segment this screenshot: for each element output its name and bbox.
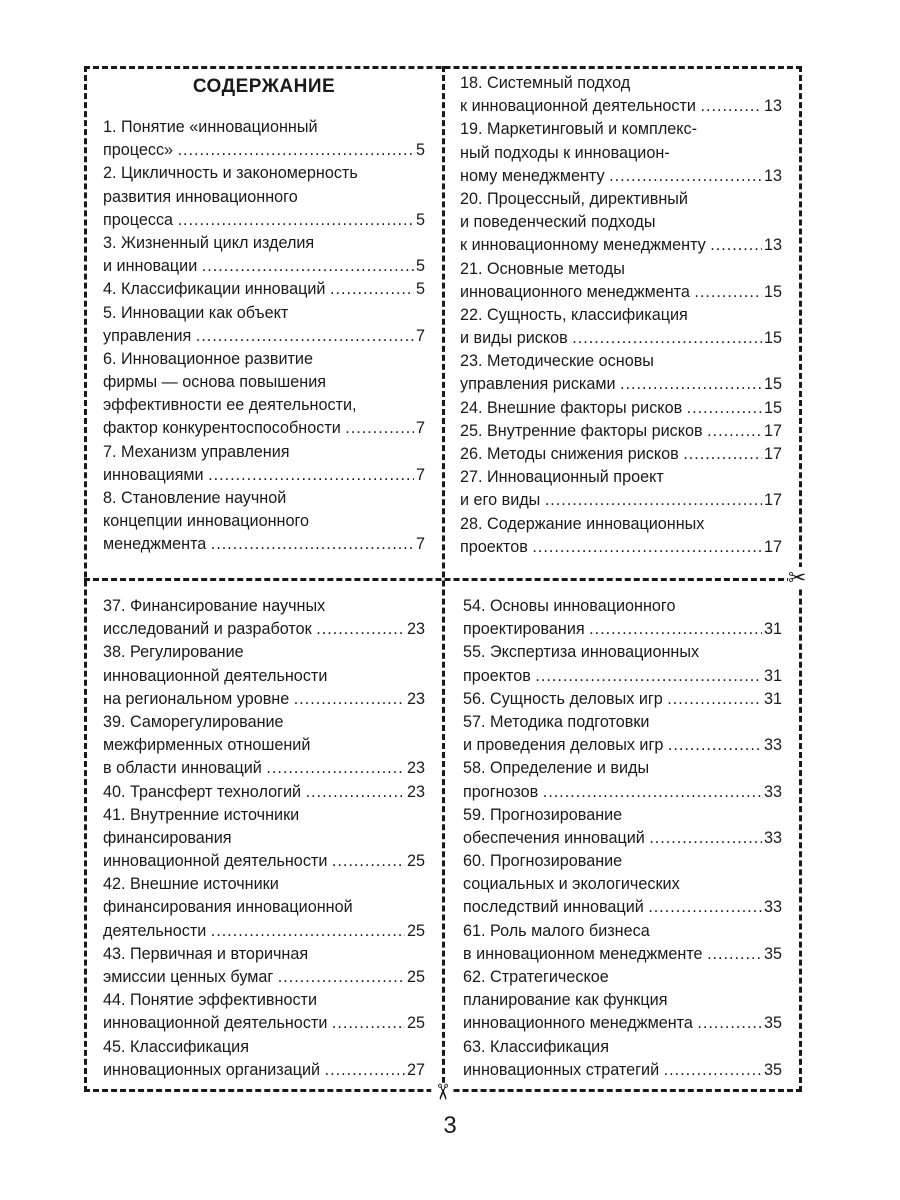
toc-page-number: 31: [763, 620, 782, 639]
toc-entry-text: 4. Классификации инноваций: [103, 280, 330, 299]
toc-entry-text: 38. Регулирование: [103, 643, 244, 662]
toc-entry-text: проектирования: [463, 620, 590, 639]
toc-entry-text: 42. Внешние источники: [103, 875, 279, 894]
toc-entry-text: 61. Роль малого бизнеса: [463, 921, 650, 940]
toc-entry-text: развития инновационного: [103, 187, 298, 206]
toc-entry-text: ный подходы к инновацион-: [460, 143, 670, 162]
dot-leader: [543, 781, 762, 804]
dot-leader: [609, 165, 762, 188]
dot-leader: [700, 95, 762, 118]
toc-entry-text: 26. Методы снижения рисков: [460, 445, 684, 463]
toc-page-number: 5: [415, 280, 425, 299]
toc-page-number: 25: [406, 921, 425, 940]
toc-entry-line-with-page: [103, 757, 425, 780]
toc-entry-text: проектов: [463, 666, 536, 685]
toc-entry-line-with-page: [103, 417, 425, 440]
dot-leader: [710, 234, 762, 257]
toc-entry-line-with-page: [460, 489, 782, 512]
toc-page-number: 7: [415, 535, 425, 554]
toc-entry-line-with-page: [463, 734, 782, 757]
toc-entry-line-with-page: [463, 896, 782, 919]
toc-entry-line: [103, 734, 425, 757]
toc-page-number: 33: [763, 782, 782, 801]
toc-entry-line-with-page: [463, 618, 782, 641]
toc-entry-line: [463, 989, 782, 1012]
dot-leader: [707, 420, 762, 443]
toc-entry-text: эффективности ее деятельности,: [103, 396, 357, 415]
toc-entry-line: [460, 466, 782, 489]
toc-page-number: 13: [763, 166, 782, 185]
dot-leader: [668, 734, 762, 757]
dot-leader: [532, 536, 762, 559]
toc-page-number: 31: [763, 689, 782, 708]
toc-entry-text: деятельности: [103, 921, 211, 940]
toc-entry-line: [103, 943, 425, 966]
toc-entry-text: ному менеджменту: [460, 166, 610, 185]
dot-leader: [664, 1059, 762, 1082]
dot-leader: [697, 1012, 762, 1035]
dot-leader: [325, 1059, 405, 1082]
toc-column-top-right: [460, 72, 782, 559]
toc-entry-text: планирование как функция: [463, 991, 668, 1010]
toc-entry-text: 23. Методические основы: [460, 352, 654, 371]
toc-entry-line-with-page: [103, 209, 425, 232]
toc-column-top-left: [103, 72, 425, 557]
dot-leader: [178, 209, 414, 232]
toc-page-number: 17: [763, 421, 782, 440]
toc-entry-line-with-page: [103, 1012, 425, 1035]
scissors-icon: ✂: [788, 565, 807, 590]
toc-entry-text: 44. Понятие эффективности: [103, 991, 318, 1010]
toc-entry-text: обеспечения инноваций: [463, 828, 650, 847]
toc-entry-line: [103, 371, 425, 394]
toc-entry-line: [463, 595, 782, 618]
toc-page-number: 15: [763, 329, 782, 348]
toc-entry-line: [463, 1036, 782, 1059]
toc-entry-line: [103, 302, 425, 325]
toc-entry-text: 56. Сущность деловых игр: [463, 689, 668, 708]
toc-entry-text: 57. Методика подготовки: [463, 712, 650, 731]
toc-entry-text: 55. Экспертиза инновационных: [463, 643, 700, 662]
page-title: СОДЕРЖАНИЕ: [192, 76, 336, 97]
toc-entry-text: к инновационной деятельности: [460, 97, 701, 116]
toc-entry-text: финансирования: [103, 828, 232, 847]
toc-entry-line-with-page: [103, 920, 425, 943]
toc-page-number: 33: [763, 736, 782, 755]
dot-leader: [345, 417, 414, 440]
toc-page-number: 13: [763, 97, 782, 116]
toc-entry-text: 6. Инновационное развитие: [103, 349, 313, 368]
toc-entry-line-with-page: [460, 165, 782, 188]
toc-entry-text: на региональном уровне: [103, 689, 294, 708]
toc-page-number: 7: [415, 326, 425, 345]
dot-leader: [294, 688, 405, 711]
toc-entry-line-with-page: [103, 850, 425, 873]
dot-leader: [648, 896, 762, 919]
toc-entry-line: [103, 510, 425, 533]
toc-entry-line-with-page: [460, 420, 782, 443]
toc-entry-line: [463, 920, 782, 943]
toc-entry-text: 41. Внутренние источники: [103, 805, 300, 824]
toc-entry-text: фирмы — основа повышения: [103, 373, 327, 392]
toc-entry-text: процесс»: [103, 141, 178, 160]
toc-page-number: 5: [415, 257, 425, 276]
toc-entry-line: [463, 757, 782, 780]
toc-entry-text: 8. Становление научной: [103, 489, 287, 507]
dot-leader: [332, 1012, 405, 1035]
toc-entry-text: 63. Классификация: [463, 1037, 609, 1056]
toc-page-number: 31: [763, 666, 782, 685]
toc-entry-line-with-page: [460, 443, 782, 466]
toc-entry-text: 24. Внешние факторы рисков: [460, 398, 687, 417]
toc-entry-line: [103, 804, 425, 827]
toc-entry-line: [463, 711, 782, 734]
toc-entry-text: 21. Основные методы: [460, 259, 625, 278]
toc-entry-text: 54. Основы инновационного: [463, 597, 676, 615]
toc-page-number: 35: [763, 1014, 782, 1033]
toc-entry-text: 39. Саморегулирование: [103, 712, 284, 731]
dot-leader: [683, 443, 762, 466]
toc-entry-line-with-page: [463, 781, 782, 804]
toc-page-number: 23: [406, 620, 425, 639]
toc-entry-line: [103, 595, 425, 618]
toc-entry-line-with-page: [463, 827, 782, 850]
toc-entry-line-with-page: [103, 278, 425, 301]
toc-entry-text: 20. Процессный, директивный: [460, 189, 688, 208]
toc-page-number: 15: [763, 398, 782, 417]
toc-entry-text: 27. Инновационный проект: [460, 468, 664, 487]
toc-entry-text: инновационной деятельности: [103, 1014, 332, 1033]
toc-entry-text: социальных и экологических: [463, 875, 680, 894]
toc-entry-text: 22. Сущность, классификация: [460, 305, 688, 324]
dot-leader: [266, 757, 405, 780]
toc-entry-line: [463, 850, 782, 873]
toc-page-number: 23: [406, 759, 425, 778]
toc-entry-text: процесса: [103, 210, 178, 229]
toc-entry-text: прогнозов: [463, 782, 543, 801]
toc-page-number: 17: [763, 491, 782, 510]
toc-entry-line-with-page: [460, 397, 782, 420]
toc-entry-line-with-page: [460, 536, 782, 559]
toc-entry-line: [460, 118, 782, 141]
toc-entry-line-with-page: [463, 665, 782, 688]
toc-entry-line-with-page: [463, 1059, 782, 1082]
toc-entry-text: инновационного менеджмента: [460, 282, 695, 301]
toc-entry-line: [460, 142, 782, 165]
horizontal-cut-line: [84, 578, 802, 581]
toc-entry-line: [103, 665, 425, 688]
toc-entry-text: 1. Понятие «инновационный: [103, 118, 318, 136]
toc-entry-text: управления рисками: [460, 375, 621, 394]
toc-entry-line-with-page: [460, 234, 782, 257]
dot-leader: [208, 464, 414, 487]
toc-entry-line: [460, 72, 782, 95]
toc-entry-line-with-page: [460, 327, 782, 350]
toc-entry-line: [103, 711, 425, 734]
toc-page-number: 35: [763, 944, 782, 963]
toc-entry-text: 59. Прогнозирование: [463, 805, 623, 824]
toc-page-number: 17: [763, 537, 782, 556]
toc-page-number: 15: [763, 282, 782, 301]
toc-entry-text: 40. Трансферт технологий: [103, 782, 306, 801]
toc-entry-text: 7. Механизм управления: [103, 442, 290, 461]
toc-entry-line-with-page: [103, 325, 425, 348]
toc-entry-line-with-page: [463, 688, 782, 711]
toc-entry-text: 37. Финансирование научных: [103, 597, 326, 615]
dot-leader: [196, 325, 414, 348]
toc-entry-line-with-page: [460, 95, 782, 118]
toc-entry-text: и проведения деловых игр: [463, 736, 668, 755]
toc-entry-line: [103, 232, 425, 255]
toc-entry-line-with-page: [103, 966, 425, 989]
toc-entry-text: 5. Инновации как объект: [103, 303, 289, 322]
dot-leader: [178, 139, 414, 162]
dot-leader: [694, 281, 762, 304]
toc-entry-text: эмиссии ценных бумаг: [103, 968, 278, 986]
dot-leader: [535, 665, 762, 688]
toc-entry-line-with-page: [103, 1059, 425, 1082]
toc-entry-line-with-page: [460, 373, 782, 396]
toc-entry-line: [103, 116, 425, 139]
dot-leader: [667, 688, 762, 711]
toc-entry-text: инновационного менеджмента: [463, 1014, 698, 1033]
toc-entry-text: фактор конкурентоспособности: [103, 419, 346, 438]
toc-entry-text: 45. Классификация: [103, 1037, 249, 1056]
toc-entry-text: последствий инноваций: [463, 898, 649, 917]
toc-entry-text: проектов: [460, 537, 533, 556]
toc-entry-text: инновационных организаций: [103, 1060, 325, 1079]
toc-entry-line: [103, 827, 425, 850]
toc-entry-line: [463, 966, 782, 989]
toc-entry-text: управления: [103, 326, 196, 345]
toc-page-number: 35: [763, 1060, 782, 1079]
toc-entry-text: инновациями: [103, 465, 209, 484]
toc-page-number: 33: [763, 898, 782, 917]
toc-entry-text: 60. Прогнозирование: [463, 852, 623, 871]
toc-entry-text: к инновационному менеджменту: [460, 236, 711, 255]
toc-entry-line: [103, 641, 425, 664]
toc-page-number: 33: [763, 828, 782, 847]
toc-column-bottom-right: [463, 595, 782, 1082]
toc-entry-line: [460, 350, 782, 373]
dot-leader: [330, 278, 414, 301]
toc-column-bottom-left: [103, 595, 425, 1082]
dot-leader: [278, 966, 405, 989]
dot-leader: [687, 397, 762, 420]
toc-entry-text: 19. Маркетинговый и комплекс-: [460, 120, 698, 139]
toc-entry-text: инновационной деятельности: [103, 852, 332, 871]
toc-entry-text: 28. Содержание инновационных: [460, 514, 705, 533]
toc-entry-line-with-page: [103, 255, 425, 278]
toc-entry-line: [103, 487, 425, 510]
toc-page-number: 5: [415, 210, 425, 229]
toc-entry-text: и виды рисков: [460, 329, 573, 348]
toc-entry-text: финансирования инновационной: [103, 898, 353, 917]
dot-leader: [306, 781, 405, 804]
toc-entry-text: в области инноваций: [103, 759, 267, 778]
dot-leader: [211, 533, 414, 556]
toc-entry-line-with-page: [103, 618, 425, 641]
toc-entry-text: инновационной деятельности: [103, 666, 328, 685]
toc-entry-text: менеджмента: [103, 535, 211, 554]
dot-leader: [572, 327, 762, 350]
dot-leader: [202, 255, 414, 278]
toc-entry-line: [460, 188, 782, 211]
dot-leader: [589, 618, 762, 641]
toc-entry-line: [103, 186, 425, 209]
dot-leader: [649, 827, 762, 850]
toc-entry-line: [103, 873, 425, 896]
toc-entry-line: [103, 989, 425, 1012]
toc-entry-text: исследований и разработок: [103, 620, 317, 639]
toc-entry-text: 18. Системный подход: [460, 74, 631, 92]
toc-entry-text: и инновации: [103, 257, 202, 276]
toc-page-number: 25: [406, 1014, 425, 1033]
toc-page-number: 25: [406, 852, 425, 871]
dot-leader: [316, 618, 405, 641]
toc-entry-line: [103, 896, 425, 919]
toc-entry-text: межфирменных отношений: [103, 736, 311, 755]
page-number: 3: [443, 1112, 457, 1139]
scissors-icon: ✂: [430, 1082, 456, 1102]
toc-entry-line: [460, 211, 782, 234]
toc-entry-line-with-page: [103, 781, 425, 804]
toc-entry-line-with-page: [103, 139, 425, 162]
toc-entry-text: в инновационном менеджменте: [463, 944, 708, 963]
toc-entry-line: [463, 804, 782, 827]
toc-entry-line-with-page: [103, 464, 425, 487]
toc-entry-line: [460, 304, 782, 327]
toc-entry-text: и поведенческий подходы: [460, 213, 656, 232]
toc-entry-line-with-page: [103, 533, 425, 556]
toc-entry-line: [103, 162, 425, 185]
toc-entry-line: [460, 513, 782, 536]
toc-entry-text: 58. Определение и виды: [463, 759, 650, 778]
toc-page-number: 15: [763, 375, 782, 394]
toc-entry-line: [463, 873, 782, 896]
toc-page-number: 23: [406, 782, 425, 801]
toc-page-number: 5: [415, 141, 425, 160]
dot-leader: [332, 850, 405, 873]
toc-entry-line: [103, 441, 425, 464]
toc-entry-line: [463, 641, 782, 664]
toc-entry-line-with-page: [463, 1012, 782, 1035]
toc-entry-line-with-page: [460, 281, 782, 304]
toc-page-number: 13: [763, 236, 782, 255]
dot-leader: [707, 943, 762, 966]
dot-leader: [211, 920, 405, 943]
toc-entry-line: [103, 394, 425, 417]
toc-page-number: 7: [415, 419, 425, 438]
toc-page-number: 23: [406, 689, 425, 708]
toc-page-number: 17: [763, 445, 782, 463]
toc-page-number: 7: [415, 465, 425, 484]
toc-page-number: 25: [406, 968, 425, 986]
toc-entry-line: [103, 348, 425, 371]
toc-entry-text: 2. Цикличность и закономерность: [103, 164, 358, 183]
toc-entry-text: 3. Жизненный цикл изделия: [103, 233, 315, 252]
toc-entry-line: [103, 1036, 425, 1059]
toc-entry-text: 62. Стратегическое: [463, 968, 609, 986]
dot-leader: [545, 489, 762, 512]
dot-leader: [620, 373, 762, 396]
toc-page-number: 27: [406, 1060, 425, 1079]
toc-entry-line: [460, 258, 782, 281]
toc-entry-line-with-page: [463, 943, 782, 966]
toc-entry-text: концепции инновационного: [103, 512, 310, 531]
toc-entry-text: инновационных стратегий: [463, 1060, 664, 1079]
toc-entry-text: 25. Внутренние факторы рисков: [460, 421, 708, 440]
toc-entry-text: 43. Первичная и вторичная: [103, 944, 309, 963]
toc-entry-line-with-page: [103, 688, 425, 711]
toc-entry-text: и его виды: [460, 491, 545, 510]
